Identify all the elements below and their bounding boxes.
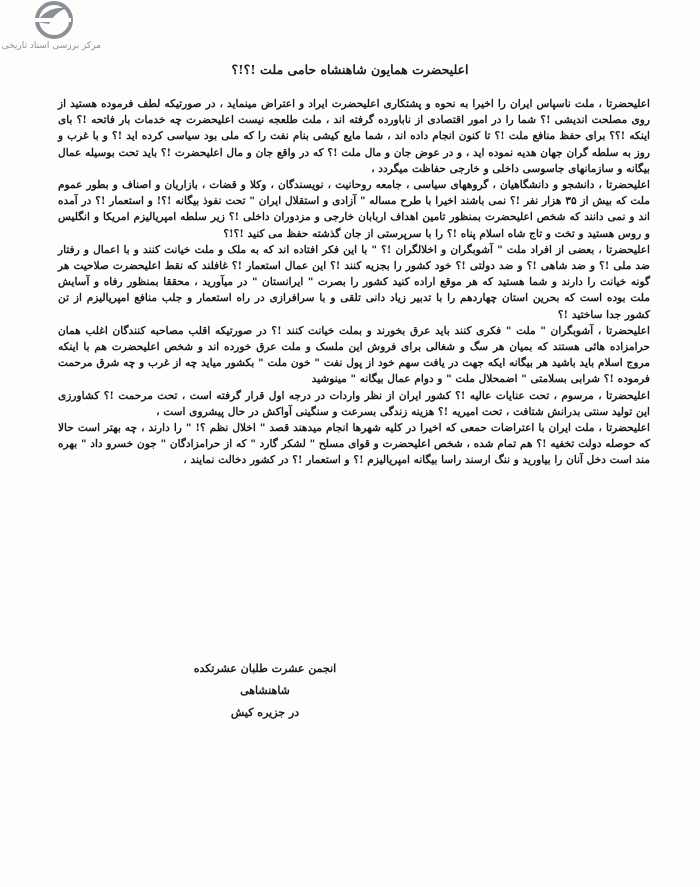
signature-block bbox=[170, 658, 360, 724]
archive-logo bbox=[1, 0, 101, 64]
paragraph-5: اعلیحضرتا ، مرسوم ، تحت عنایات عالیه !؟ کشور ایران از نظر واردات در درجه اول قرار گرفته است ، تحت مرحمت !؟ کشاورزی این تولید سنتی بدرانش شتافت ، تحت امیریه !؟ هزینه زندگی بسرعت و سنگینی آواکش در حال پیشروی است ، bbox=[58, 389, 650, 418]
paragraph-1: اعلیحضرتا ، ملت ناسپاس ایران را اخیرا به نحوه و پشتکاری اعلیحضرت ایراد و اعتراض مینماید ، در صورتیکه لطف فرموده هستید از روی مصلحت اندیشی !؟ شما را در امور اقتصادی از ناباورده گرفته اند ، ملت طلعجه نیست اعلیحضرت چه خدمات بار فاتحه !؟ بای اینکه !؟؟ برای حفظ منافع ملت !؟ تا کنون انجام داده اند ، شما مایع کیشی بنام نفت را که ملی بود سیاسی کرده اید !؟ و با غرب و روز به سلطه گران جهان هدیه نموده اید ، و در عوض جان و مال ملت !؟ که در واقع جان و مال اعلیحضرت !؟ باید تحت بوسیله عمال بیگانه و سازمانهای جاسوسی داخلی و خارجی حفاظت میگردد ، bbox=[58, 98, 650, 175]
document-title: اعلیحضرت همایون شاهنشاه حامی ملت !؟!؟ bbox=[231, 62, 469, 77]
paragraph-3: اعلیحضرتا ، بعضی از افراد ملت " آشوبگران و اخلالگران !؟ " با این فکر افتاده اند که به ملک و ملت خیانت کنند و با اعمال و رفتار ضد ملی !؟ و ضد شاهی !؟ و ضد دولتی !؟ خود کشور را بجزیه کنند !؟ این عمال استعمار !؟ غافلند که نقط اعلیحضرت صلاحیت هر گونه خیانت را دارند و شما هستید که هر موقع اراده کنید کشور را بصرت " ایرانستان " در میآورید ، محققا بمنظور رفاه و آسایش ملت بوده است که بحرین استان چهاردهم را با تدبیر زیاد دانی تلقی و با سرافرازی در راه استعمار و جلب منافع امپریالیزم از تن کشور جدا ساختید !؟ bbox=[58, 243, 650, 321]
signature-line-1: انجمن عشرت طلبان عشرتکده شاهنشاهی bbox=[193, 662, 337, 697]
archive-caption: مرکز بررسی اسناد تاریخی bbox=[1, 41, 101, 51]
archive-emblem-icon bbox=[25, 0, 83, 40]
document-body bbox=[58, 96, 650, 469]
paragraph-2: اعلیحضرتا ، دانشجو و دانشگاهیان ، گروههای سیاسی ، جامعه روحانیت ، نویسندگان ، وکلا و قضات ، بازاریان و اصناف و بطور عموم ملت که بیش از ۳۵ هزار نفر !؟ نمی باشند اخیرا با طرح مساله " آزادی و استقلال ایران " تحت نفوذ بیگانه !؟! و استعمار !؟ در آمده اند و نمی دانند که شخص اعلیحضرت بمنظور تامین اهداف اربابان خارجی و مزدوران داخلی !؟ زیر سلطه امپریالیزم امریکا و انگلیس و روس هستید و تخت و تاج شاه اسلام پناه !؟ را با سرپرستی از جان گذشته حفظ می کنید !؟!؟ bbox=[58, 179, 650, 240]
paragraph-6: اعلیحضرتا ، ملت ایران با اعتراضات حمعی که اخیرا در کلیه شهرها انجام میدهند قصد " اخلال نظم ؟! " را دارند ، چه بهتر است حالا که حوصله دولت تخفیه !؟ هم تمام شده ، شخص اعلیحضرت و قوای مسلح " لشکر گارد " که از حرامزادگان " جون خسرو داد " بهره مند است دخل آنان را بیاورید و ننگ ارسند راسا بیگانه امپریالیزم !؟ و استعمار !؟ در کشور دخالت نمایند ، bbox=[58, 422, 650, 467]
signature-line-2: در جزیره کیش bbox=[230, 706, 300, 719]
paragraph-4: اعلیحضرتا ، آشوبگران " ملت " فکری کنند باید عرق بخورند و بملت خیانت کنند !؟ در صورتیکه اقلب مصاحبه کنندگان اغلب همان حرامزاده هائی هستند که بمیان هر سگ و شغالی برای فروش این ملسک و ملت عرق خورده اند و شخص اعلیحضرت هم با اینکه مروج اسلام باید باشید هر بیگانه ایکه جهت در یافت سهم خود از پول نفت " خون ملت " بکشور میاید چه از غرب و چه شرق مرحمت فرموده !؟ شرابی بسلامتی " اضمحلال ملت " و دوام عمال بیگانه " مینوشید bbox=[58, 324, 650, 386]
